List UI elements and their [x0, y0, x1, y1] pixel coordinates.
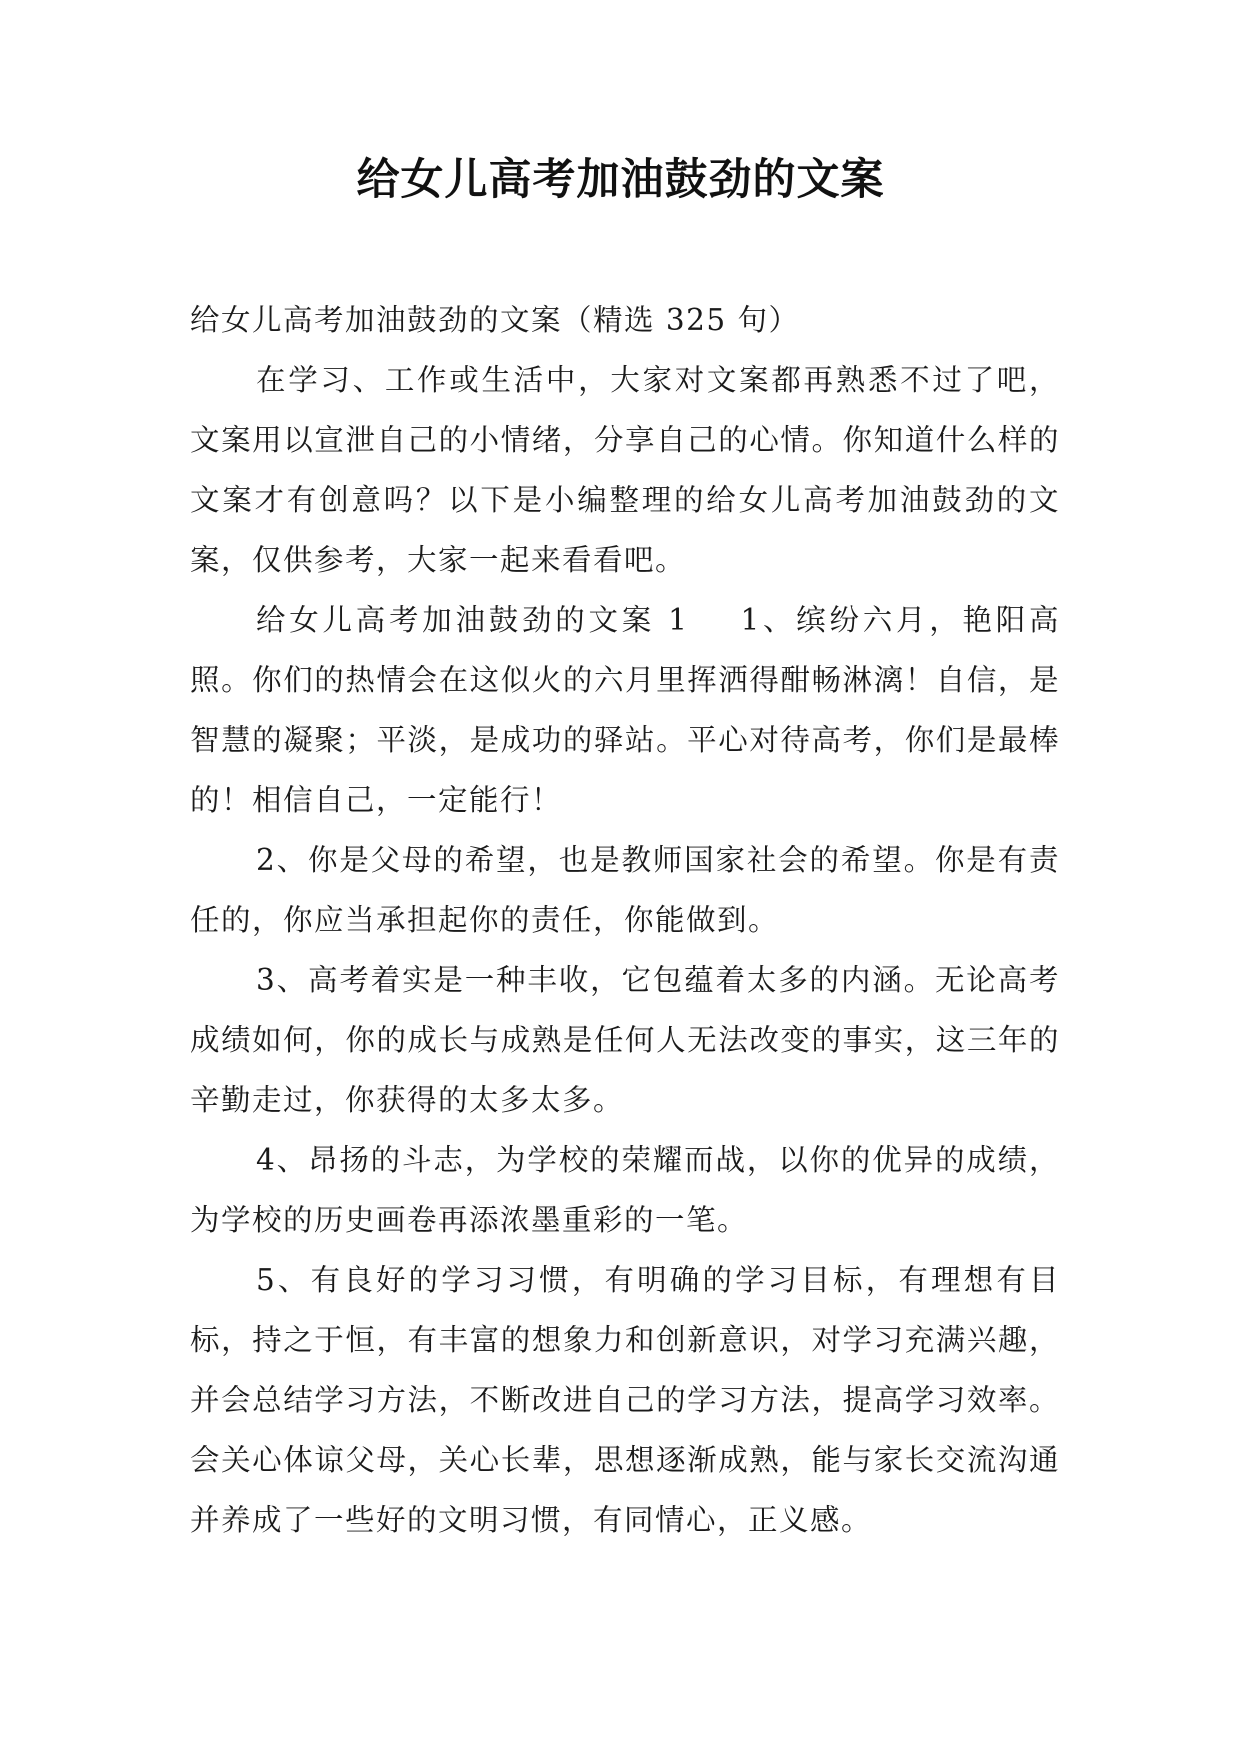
intro-paragraph: 在学习、工作或生活中，大家对文案都再熟悉不过了吧，文案用以宣泄自己的小情绪，分享自己的心情。你知道什么样的文案才有创意吗？以下是小编整理的给女儿高考加油鼓劲的文案，仅供参考，大家一起来看看吧。: [190, 363, 1060, 577]
item-1: 1、缤纷六月，艳阳高照。你们的热情会在这似火的六月里挥洒得酣畅淋漓！自信，是智慧的凝聚；平淡，是成功的驿站。平心对待高考，你们是最棒的！相信自己，一定能行！: [190, 603, 1060, 817]
section-1-paragraph: [190, 590, 1060, 830]
section-1-heading: 给女儿高考加油鼓劲的文案 1: [256, 603, 689, 637]
item-4: 4、昂扬的斗志，为学校的荣耀而战，以你的优异的成绩，为学校的历史画卷再添浓墨重彩的一笔。: [190, 1143, 1060, 1237]
item-3: 3、高考着实是一种丰收，它包蕴着太多的内涵。无论高考成绩如何，你的成长与成熟是任何人无法改变的事实，这三年的辛勤走过，你获得的太多太多。: [190, 963, 1060, 1117]
item-2: 2、你是父母的希望，也是教师国家社会的希望。你是有责任的，你应当承担起你的责任，你能做到。: [190, 843, 1060, 937]
document-body: [190, 290, 1060, 1550]
document-title: 给女儿高考加油鼓劲的文案: [356, 155, 885, 205]
document-subtitle: 给女儿高考加油鼓劲的文案（精选 325 句）: [190, 303, 800, 337]
item-5: 5、有良好的学习习惯，有明确的学习目标，有理想有目标，持之于恒，有丰富的想象力和创新意识，对学习充满兴趣，并会总结学习方法，不断改进自己的学习方法，提高学习效率。会关心体谅父母，关心长辈，思想逐渐成熟，能与家长交流沟通并养成了一些好的文明习惯，有同情心，正义感。: [190, 1263, 1060, 1537]
